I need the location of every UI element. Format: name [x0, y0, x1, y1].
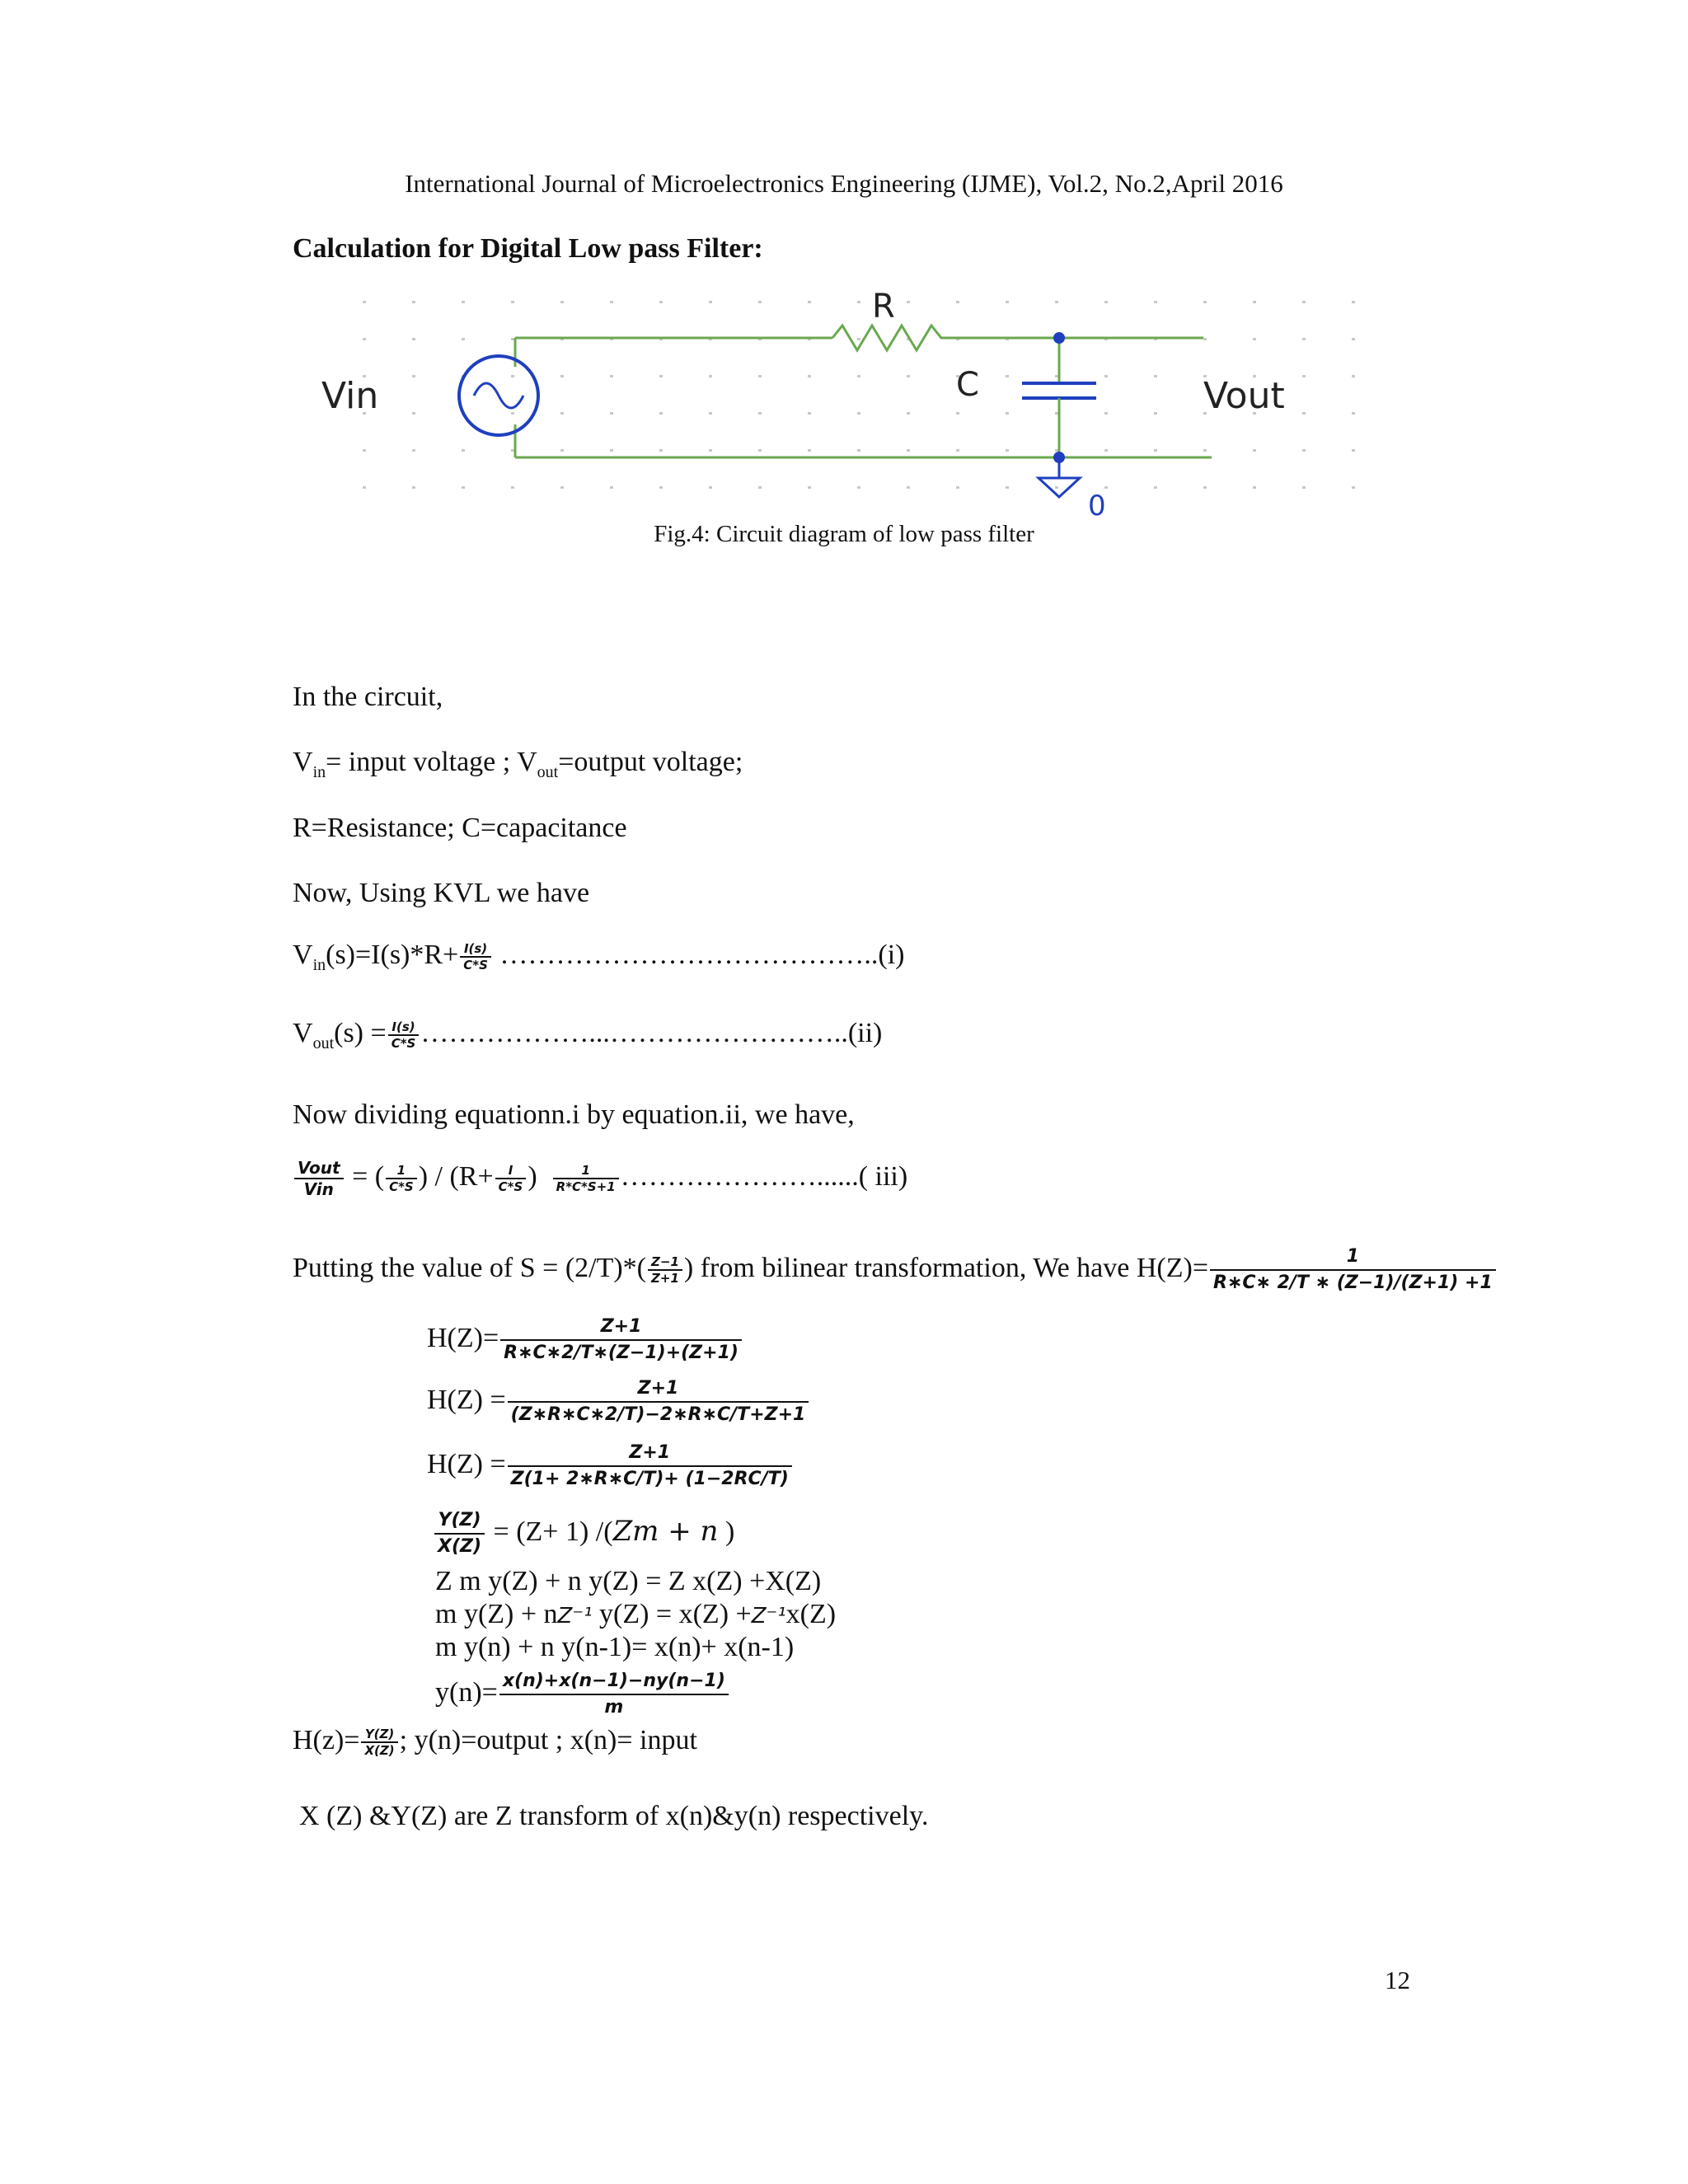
grid-dot [1055, 301, 1058, 303]
grid-dot [907, 412, 910, 415]
grid-dot [560, 412, 564, 415]
grid-dot [907, 375, 910, 377]
grid-dot [1302, 338, 1306, 340]
grid-dot [462, 338, 465, 340]
label-vin: Vin [321, 375, 379, 417]
grid-dot [857, 375, 860, 377]
grid-dot [709, 412, 712, 415]
grid-dot [560, 449, 564, 452]
grid-dot [511, 486, 514, 489]
grid-dot [956, 486, 959, 489]
grid-dot [1104, 449, 1108, 452]
grid-dot [610, 375, 613, 377]
eq3-f2: $\frac{I}{C*S}$ [495, 1163, 527, 1194]
l6-c: y(Z) = x(Z) + [592, 1599, 752, 1629]
in-subscript: in [312, 762, 326, 781]
grid-dot [560, 301, 564, 303]
grid-dot [1154, 486, 1157, 489]
grid-dot [511, 412, 514, 415]
grid-dot [1253, 338, 1256, 340]
yn-fraction: $\frac{x(n)+x(n-1)-ny(n-1)}{m}$ [499, 1669, 729, 1720]
eq3-tail: …………………......( iii) [620, 1160, 908, 1192]
grid-dot [857, 338, 860, 340]
eq2-fraction: $\frac{I(s)}{C*S}$ [388, 1019, 420, 1051]
grid-dot [412, 375, 415, 377]
grid-dot [1154, 301, 1157, 303]
y-over-x-equation [433, 1508, 734, 1559]
eq2-lhs: (s) = [334, 1018, 387, 1048]
h2-fraction: $\frac{Z+1}{(Z∗R∗C∗2/T)-2∗R∗C/T+Z+1}$ [508, 1376, 809, 1427]
grid-dot [610, 301, 613, 303]
line-hz [293, 1725, 697, 1758]
paragraph-voltages [293, 747, 743, 782]
eq2-sub: out [312, 1033, 335, 1052]
grid-dot [808, 412, 811, 415]
grid-dot [857, 449, 860, 452]
grid-dot [709, 449, 712, 452]
grid-dot [1302, 375, 1306, 377]
voltages-end: =output voltage; [558, 747, 743, 777]
grid-dot [610, 449, 613, 452]
grid-dot [659, 449, 663, 452]
grid-dot [1253, 486, 1256, 489]
eq2-v: V [293, 1018, 313, 1048]
grid-dot [758, 301, 762, 303]
bilinear-b: ) from bilinear transformation, We have H(Z)= [683, 1252, 1208, 1283]
hz-lhs: H(z)= [293, 1725, 360, 1755]
eq1-fraction: $\frac{I(s)}{C*S}$ [460, 941, 491, 972]
eq1-tail: …………………………………..(i) [492, 940, 905, 970]
equation-i [293, 940, 904, 975]
eq3-c: ) [528, 1160, 537, 1192]
grid-dot [1302, 486, 1306, 489]
h3-fraction: $\frac{Z+1}{Z(1+ 2∗R∗C/T)+ (1-2RC/T)}$ [508, 1441, 792, 1492]
grid-dot [1154, 412, 1157, 415]
circuit-diagram [313, 293, 1385, 523]
grid-dot [412, 412, 415, 415]
grid-dot [560, 375, 564, 377]
grid-dot [1203, 449, 1207, 452]
equation-ii [293, 1018, 882, 1053]
grid-dot [511, 338, 514, 340]
eq3-lhs-fraction: $\frac{\text{Vout}}{\text{Vin}}$ [294, 1158, 344, 1199]
capacitor [1022, 338, 1096, 457]
eq1-v: V [293, 940, 313, 970]
grid-dot [659, 375, 663, 377]
h-equation-1 [427, 1315, 743, 1366]
grid-dot [1352, 375, 1355, 377]
paragraph-bilinear [293, 1244, 1498, 1296]
grid-dot [1253, 449, 1256, 452]
grid-dot [758, 375, 762, 377]
grid-dot [1302, 301, 1306, 303]
label-c: C [956, 366, 979, 404]
line-difference-eq: m y(n) + n y(n-1)= x(n)+ x(n-1) [435, 1632, 795, 1662]
eq3-b: ) / (R+ [418, 1160, 494, 1192]
eq2-tail: ………………...……………………..(ii) [420, 1018, 883, 1048]
l6-a: m y(Z) + n [435, 1599, 558, 1629]
h-equation-3 [427, 1441, 794, 1492]
grid-dot [808, 301, 811, 303]
grid-dot [1352, 486, 1355, 489]
v-symbol: V [293, 747, 313, 777]
grid-dot [808, 486, 811, 489]
grid-dot [1253, 301, 1256, 303]
grid-dot [709, 301, 712, 303]
paragraph-dividing: Now dividing equationn.i by equation.ii, we have, [293, 1099, 855, 1130]
paragraph-in-circuit: In the circuit, [293, 682, 443, 712]
grid-dot [1006, 449, 1009, 452]
grid-dot [808, 449, 811, 452]
grid-dot [462, 301, 465, 303]
grid-dot [1055, 449, 1058, 452]
grid-dot [1104, 412, 1108, 415]
grid-dot [511, 301, 514, 303]
paragraph-rc: R=Resistance; C=capacitance [293, 813, 627, 843]
label-vout: Vout [1203, 375, 1285, 417]
line-zm: Z m y(Z) + n y(Z) = Z x(Z) +X(Z) [435, 1566, 822, 1596]
grid-dot [808, 375, 811, 377]
line-yn [435, 1669, 730, 1720]
grid-dot [1055, 486, 1058, 489]
grid-dot [709, 486, 712, 489]
h3-lhs: H(Z) = [427, 1448, 506, 1479]
grid-dot [907, 301, 910, 303]
grid-dot [1104, 301, 1108, 303]
grid-dot [659, 301, 663, 303]
wires [515, 338, 1212, 457]
grid-dot [758, 412, 762, 415]
voltage-source [459, 356, 538, 435]
grid-dot [1104, 486, 1108, 489]
grid-dot [363, 449, 366, 452]
page-number: 12 [1385, 1966, 1410, 1994]
grid-dot [857, 486, 860, 489]
h-equation-2 [427, 1376, 810, 1427]
grid-dot [1006, 412, 1009, 415]
grid-dot [659, 412, 663, 415]
node-dot-top [1053, 332, 1065, 344]
l6-b: Z⁻¹ [557, 1604, 593, 1629]
grid-dot [758, 486, 762, 489]
equation-iii [293, 1158, 907, 1199]
grid-dot [1006, 301, 1009, 303]
l6-d: Z⁻¹ [751, 1604, 786, 1629]
grid-dot [610, 412, 613, 415]
grid-dot [363, 486, 366, 489]
h1-fraction: $\frac{Z+1}{R∗C∗2/T∗(Z-1)+(Z+1)}$ [500, 1315, 742, 1366]
grid-dot [412, 486, 415, 489]
label-r: R [872, 293, 895, 326]
hz-fraction: $\frac{1}{R∗C∗ 2/T ∗ (Z-1)/(Z+1) +1}$ [1210, 1244, 1496, 1296]
grid-dot [907, 486, 910, 489]
grid-dot [412, 338, 415, 340]
grid-dot [511, 449, 514, 452]
section-heading: Calculation for Digital Low pass Filter: [293, 233, 763, 264]
bilinear-fraction: $\frac{Z-1}{Z+1}$ [648, 1254, 682, 1286]
grid-dot [1055, 412, 1058, 415]
grid-dot [511, 375, 514, 377]
eq3-f3: $\frac{1}{R*C*S+1}$ [553, 1163, 619, 1194]
grid-dot [1154, 449, 1157, 452]
bilinear-a: Putting the value of S = (2/T)*( [293, 1252, 647, 1283]
yx-a: = (Z+ 1) /( [486, 1516, 613, 1547]
grid-dot [956, 412, 959, 415]
yx-b: Zm + n [612, 1514, 719, 1548]
h1-lhs: H(Z)= [427, 1322, 499, 1353]
yx-fraction: $\frac{Y(Z)}{X(Z)}$ [434, 1508, 485, 1559]
ground-symbol [1039, 457, 1080, 497]
h2-lhs: H(Z) = [427, 1384, 506, 1415]
eq3-f1: $\frac{1}{C*S}$ [386, 1163, 417, 1194]
l6-e: x(Z) [785, 1599, 837, 1629]
grid-dot [1203, 486, 1207, 489]
grid-dot [1104, 375, 1108, 377]
out-subscript: out [537, 762, 559, 781]
grid-dot [956, 449, 959, 452]
voltages-mid: = input voltage ; V [326, 747, 537, 777]
grid-dot [1203, 301, 1207, 303]
grid-dot [363, 338, 366, 340]
hz-rest: ; y(n)=output ; x(n)= input [399, 1725, 697, 1755]
grid-dot [1302, 412, 1306, 415]
grid-dot [1006, 486, 1009, 489]
journal-header: International Journal of Microelectronics Engineering (IJME), Vol.2, No.2,April 2016 [405, 169, 1283, 198]
grid-dot [956, 301, 959, 303]
grid-dot [659, 486, 663, 489]
grid-dot [857, 301, 860, 303]
eq3-a: = ( [345, 1160, 385, 1192]
grid-dot [907, 449, 910, 452]
grid-dot [462, 449, 465, 452]
grid-dot [1203, 338, 1207, 340]
grid-dot [1352, 412, 1355, 415]
eq1-sub: in [312, 955, 326, 974]
grid-dot [1352, 449, 1355, 452]
grid-dot [1302, 449, 1306, 452]
grid-dot [1055, 375, 1058, 377]
grid-dot [1352, 301, 1355, 303]
grid-dot [610, 486, 613, 489]
figure-caption: Fig.4: Circuit diagram of low pass filter [654, 521, 1034, 547]
grid-dot [857, 412, 860, 415]
grid-dot [709, 375, 712, 377]
line-z-inverse [435, 1599, 836, 1630]
grid-dot [560, 486, 564, 489]
eq1-lhs: (s)=I(s)*R+ [326, 940, 459, 970]
yn-lhs: y(n)= [435, 1676, 498, 1708]
grid-dot [1154, 375, 1157, 377]
grid-dot [412, 301, 415, 303]
grid-dot [412, 449, 415, 452]
label-ground: 0 [1088, 490, 1106, 523]
paragraph-z-transform: X (Z) &Y(Z) are Z transform of x(n)&y(n) respectively. [299, 1801, 929, 1831]
paragraph-kvl: Now, Using KVL we have [293, 878, 590, 908]
grid-dot [363, 301, 366, 303]
hz-small-fraction: $\frac{Y(Z)}{X(Z)}$ [361, 1727, 397, 1758]
grid-dot [1352, 338, 1355, 340]
yx-c: ) [718, 1516, 735, 1547]
grid-dot [1006, 375, 1009, 377]
grid-dot [758, 449, 762, 452]
grid-dot [462, 486, 465, 489]
